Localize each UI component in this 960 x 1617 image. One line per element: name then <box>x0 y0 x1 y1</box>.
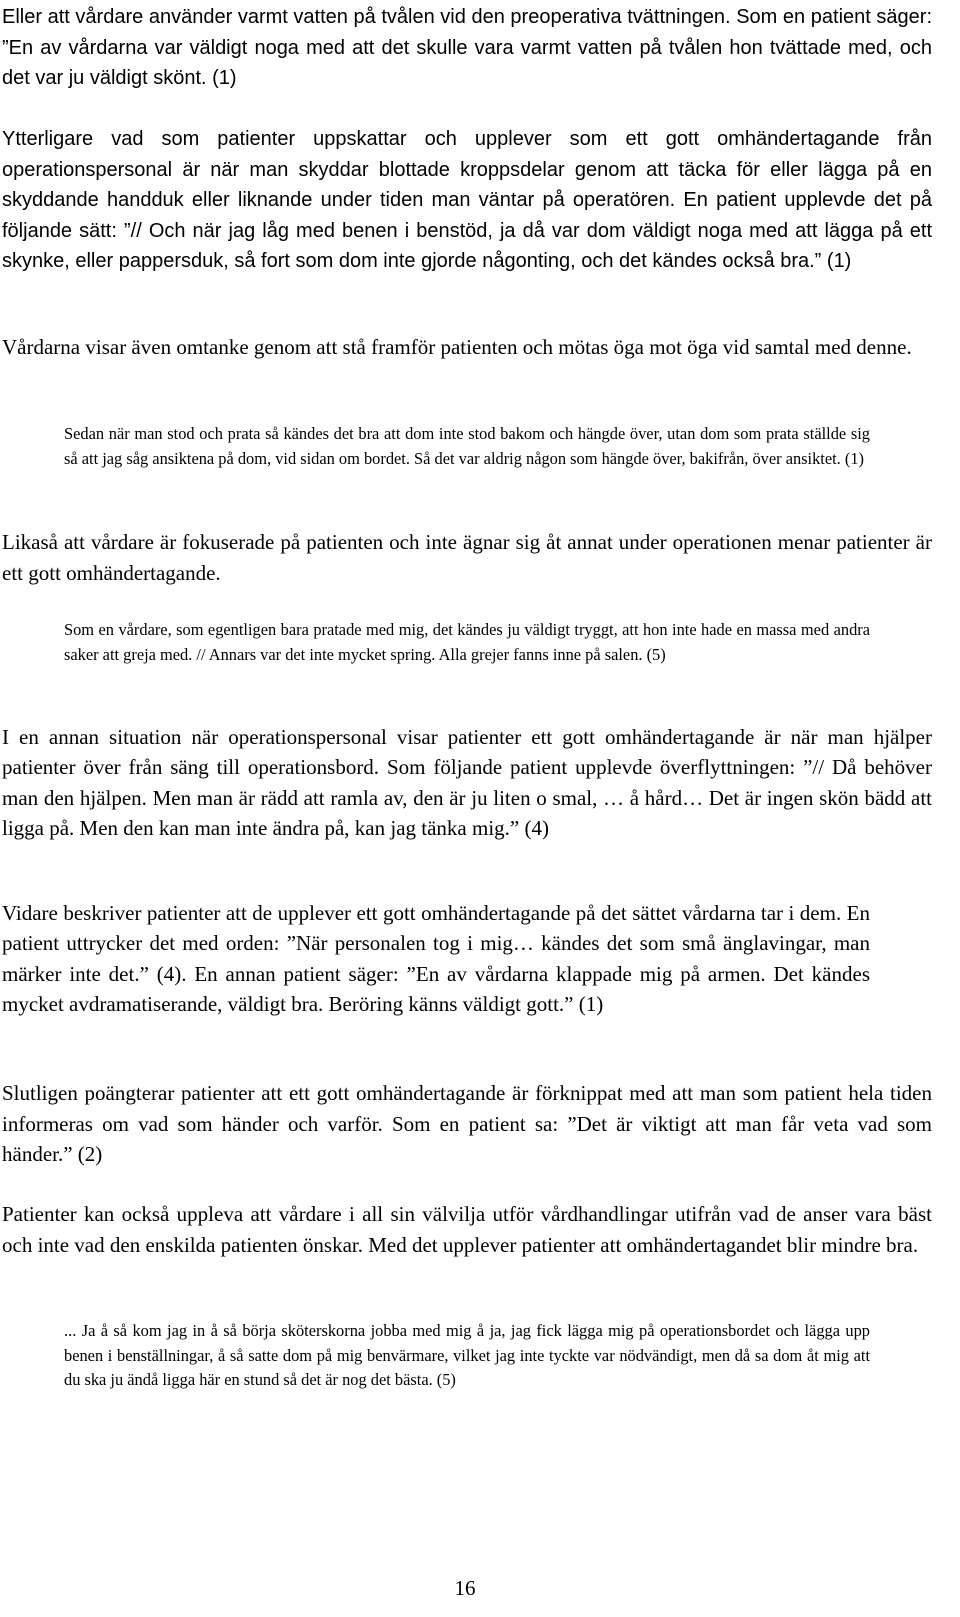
paragraph-warm-water: Eller att vårdare använder varmt vatten på tvålen vid den preoperativa tvättningen. Som en patient säger: ”En av vårdarna var väldigt noga med att det skulle vara varmt vatten på tvålen hon tvättade med, och det var ju väldigt skönt. (1) <box>2 6 932 89</box>
quote-standing-beside: Sedan när man stod och prata så kändes det bra att dom inte stod bakom och hängde över, utan dom som prata ställde sig så att jag såg ansiktena på dom, vid sidan om bordet. Så det var aldrig någon som hängde över, bakifrån, över ansiktet. (1) <box>64 424 870 468</box>
paragraph-focused-caregivers: Likaså att vårdare är fokuserade på patienten och inte ägnar sig åt annat under operationen menar patienter är ett gott omhändertagande. <box>2 530 932 585</box>
paragraph-good-intentions: Patienter kan också uppleva att vårdare i all sin välvilja utför vårdhandlingar utifrån vad de anser vara bäst och inte vad den enskilda patienten önskar. Med det upplever patienter att omhändertagandet blir mindre bra. <box>2 1202 932 1257</box>
page-number: 16 <box>454 1576 476 1600</box>
paragraph-information: Slutligen poängterar patienter att ett gott omhändertagande är förknippat med att man som patient hela tiden informeras om vad som händer och varför. Som en patient sa: ”Det är viktigt att man får veta vad som händer.” (2) <box>2 1081 932 1166</box>
paragraph-face-to-face: Vårdarna visar även omtanke genom att stå framför patienten och mötas öga mot öga vid samtal med denne. <box>2 335 912 359</box>
quote-leg-warmers: ... Ja å så kom jag in å så börja sköterskorna jobba med mig å ja, jag fick lägga mig på operationsbordet och lägga upp benen i benställningar, å så satte dom på mig benvärmare, vilket jag inte tyckte var nödvändigt, men då sa dom åt mig att du ska ju ändå ligga här en stund så det är nog det bästa. (5) <box>64 1321 870 1389</box>
paragraph-transfer-to-table: I en annan situation när operationspersonal visar patienter ett gott omhändertagande är när man hjälper patienter över från säng till operationsbord. Som följande patient upplevde överflyttningen: ”// Då behöver man den hjälpen. Men man är rädd att ramla av, den är ju liten o smal, … å hård… Det är ingen skön bädd att ligga på. Men den kan man inte ändra på, kan jag tänka mig.” (4) <box>2 725 932 840</box>
paragraph-covering-body: Ytterligare vad som patienter uppskattar och upplever som ett gott omhändertagande från operationspersonal är när man skyddar blottade kroppsdelar genom att täcka för eller lägga på en skyddande handduk eller liknande under tiden man väntar på operatören. En patient upplevde det på följande sätt: ”// Och när jag låg med benen i benstöd, ja då var dom väldigt noga med att lägga på ett skynke, eller pappersduk, så fort som dom inte gjorde någonting, och det kändes också bra.” (1) <box>2 128 932 272</box>
quote-feeling-safe: Som en vårdare, som egentligen bara pratade med mig, det kändes ju väldigt tryggt, att hon inte hade en massa med andra saker att greja med. // Annars var det inte mycket spring. Alla grejer fanns inne på salen. (5) <box>64 620 870 664</box>
paragraph-touch: Vidare beskriver patienter att de upplever ett gott omhändertagande på det sättet vårdarna tar i dem. En patient uttrycker det med orden: ”När personalen tog i mig… kändes det som små änglavingar, man märker inte det.” (4). En annan patient säger: ”En av vårdarna klappade mig på armen. Det kändes mycket avdramatiserande, väldigt bra. Beröring känns väldigt gott.” (1) <box>2 901 870 1016</box>
